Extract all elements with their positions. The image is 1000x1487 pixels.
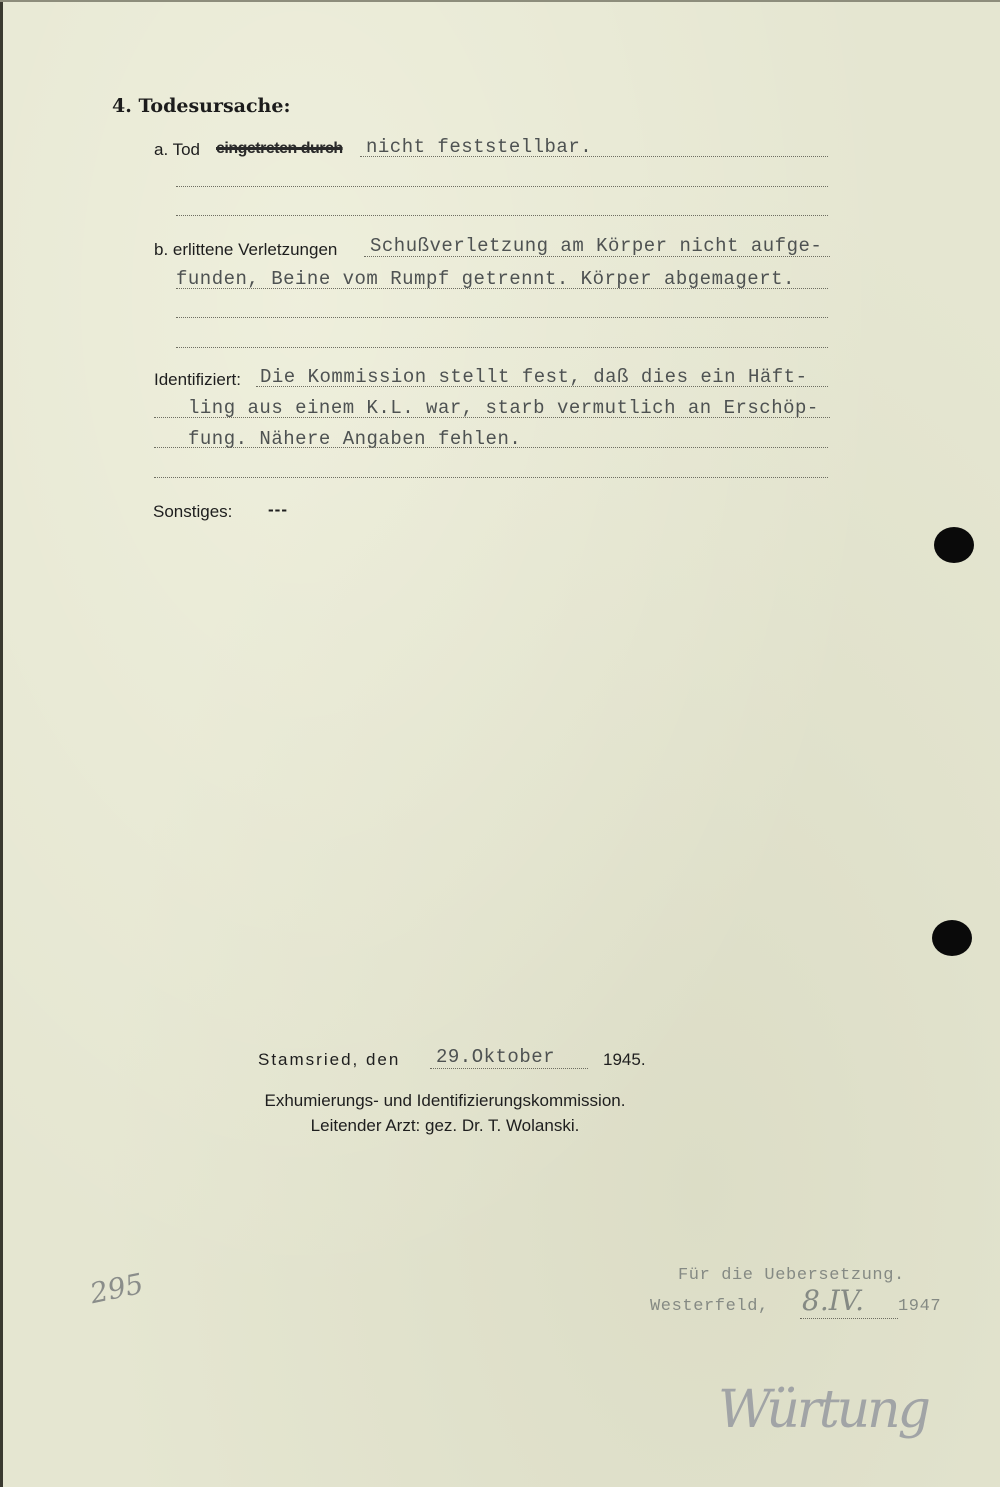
handwritten-signature: Würtung — [718, 1380, 928, 1440]
cause-of-death-label: a. Tod — [154, 140, 201, 159]
paper-edge-top — [0, 0, 1000, 2]
translation-note-line-1: Für die Uebersetzung. — [678, 1266, 905, 1285]
injuries-value-line-1: Schußverletzung am Körper nicht aufge- — [370, 235, 823, 257]
commission-name: Exhumierungs- und Identifizierungskommission. — [264, 1091, 626, 1110]
dotted-line — [256, 386, 828, 387]
dotted-line — [364, 256, 830, 257]
punch-hole — [934, 527, 974, 563]
translation-place: Westerfeld, — [650, 1297, 769, 1316]
identified-value-line-1: Die Kommission stellt fest, daß dies ein Häft- — [260, 366, 808, 388]
dotted-line — [176, 317, 828, 318]
translation-date: 8.IV. — [802, 1284, 865, 1317]
punch-hole — [932, 920, 972, 956]
place-label: Stamsried, den — [258, 1050, 401, 1069]
injuries-value-line-2: funden, Beine vom Rumpf getrennt. Körper abgemagert. — [176, 268, 795, 290]
struck-text: eingetreten durch — [216, 140, 343, 157]
footer-date: 29.Oktober — [436, 1046, 556, 1068]
translation-year: 1947 — [898, 1297, 942, 1316]
paper-edge — [0, 0, 3, 1487]
dotted-line — [430, 1068, 588, 1069]
dotted-line — [800, 1318, 898, 1319]
cause-of-death-value: nicht feststellbar. — [366, 136, 593, 158]
dotted-line — [154, 447, 828, 448]
identified-value-line-2: ling aus einem K.L. war, starb vermutlich an Erschöp- — [188, 397, 819, 419]
identified-value-line-3: fung. Nähere Angaben fehlen. — [188, 428, 522, 450]
identified-label: Identifiziert: — [154, 370, 241, 389]
dotted-line — [154, 477, 828, 478]
section-heading: 4. Todesursache: — [112, 95, 291, 117]
injuries-label: b. erlittene Verletzungen — [154, 240, 338, 259]
dotted-line — [154, 417, 830, 418]
dotted-line — [176, 186, 828, 187]
dotted-line — [176, 347, 828, 348]
dotted-line — [176, 215, 828, 216]
other-label: Sonstiges: — [153, 502, 233, 521]
page-number: 295 — [87, 1266, 147, 1311]
dotted-line — [176, 288, 828, 289]
dotted-line — [360, 156, 828, 157]
doctor-name: Leitender Arzt: gez. Dr. T. Wolanski. — [310, 1116, 580, 1135]
footer-year: 1945. — [603, 1050, 646, 1069]
other-value: --- — [268, 500, 288, 519]
